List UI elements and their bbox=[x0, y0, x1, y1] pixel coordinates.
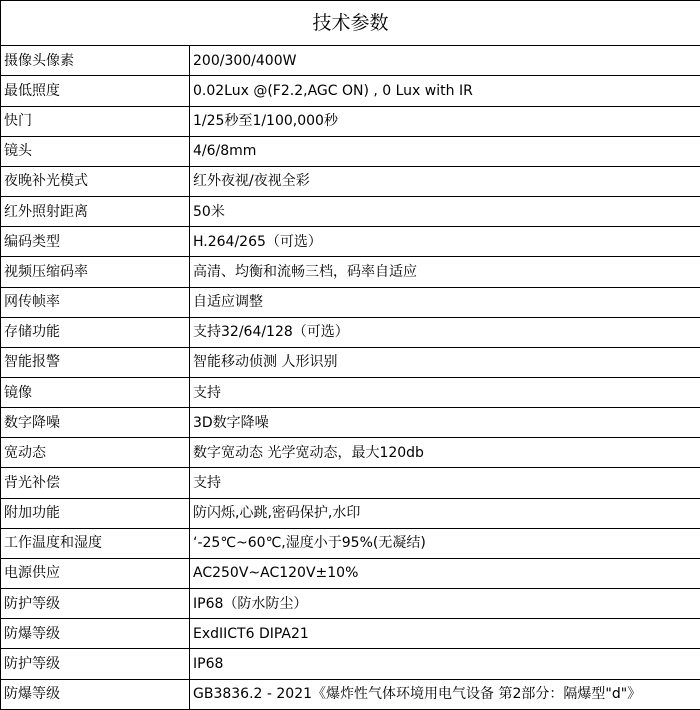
table-row bbox=[1, 227, 700, 257]
table-row bbox=[1, 347, 700, 377]
table-row bbox=[1, 166, 700, 196]
row-label: 背光补偿 bbox=[1, 468, 190, 498]
table-title: 技术参数 bbox=[1, 1, 700, 46]
table-row bbox=[1, 197, 700, 227]
row-value: AC250V~AC120V±10% bbox=[190, 558, 700, 588]
row-label: 红外照射距离 bbox=[1, 197, 190, 227]
row-label: 宽动态 bbox=[1, 438, 190, 468]
row-value: 支持 bbox=[190, 468, 700, 498]
row-label: 电源供应 bbox=[1, 558, 190, 588]
row-label: 网传帧率 bbox=[1, 287, 190, 317]
table-row bbox=[1, 558, 700, 588]
row-label: 防护等级 bbox=[1, 649, 190, 679]
row-value: 防闪烁,心跳,密码保护,水印 bbox=[190, 498, 700, 528]
row-value: 支持32/64/128（可选） bbox=[190, 317, 700, 347]
table-row bbox=[1, 528, 700, 558]
row-value: 红外夜视/夜视全彩 bbox=[190, 166, 700, 196]
row-label: 镜头 bbox=[1, 136, 190, 166]
row-value: ExdIICT6 DIPA21 bbox=[190, 619, 700, 649]
table-row bbox=[1, 438, 700, 468]
table-row bbox=[1, 257, 700, 287]
row-label: 视频压缩码率 bbox=[1, 257, 190, 287]
table-row bbox=[1, 287, 700, 317]
table-row bbox=[1, 589, 700, 619]
row-label: 工作温度和湿度 bbox=[1, 528, 190, 558]
row-value: 智能移动侦测 人形识别 bbox=[190, 347, 700, 377]
row-label: 存储功能 bbox=[1, 317, 190, 347]
row-value: 0.02Lux @(F2.2,AGC ON) , 0 Lux with IR bbox=[190, 76, 700, 106]
table-row bbox=[1, 317, 700, 347]
table-row bbox=[1, 106, 700, 136]
row-label: 最低照度 bbox=[1, 76, 190, 106]
row-label: 夜晚补光模式 bbox=[1, 166, 190, 196]
row-label: 快门 bbox=[1, 106, 190, 136]
row-label: 防爆等级 bbox=[1, 679, 190, 709]
row-value: IP68（防水防尘） bbox=[190, 589, 700, 619]
row-value: 支持 bbox=[190, 377, 700, 407]
row-label: 编码类型 bbox=[1, 227, 190, 257]
table-row bbox=[1, 136, 700, 166]
row-value: GB3836.2 - 2021《爆炸性气体环境用电气设备 第2部分：隔爆型"d"》 bbox=[190, 679, 700, 709]
row-value: 1/25秒至1/100,000秒 bbox=[190, 106, 700, 136]
table-row bbox=[1, 76, 700, 106]
row-label: 附加功能 bbox=[1, 498, 190, 528]
row-label: 防护等级 bbox=[1, 589, 190, 619]
table-row bbox=[1, 468, 700, 498]
table-row bbox=[1, 679, 700, 709]
row-value: 200/300/400W bbox=[190, 46, 700, 76]
row-label: 摄像头像素 bbox=[1, 46, 190, 76]
row-value: IP68 bbox=[190, 649, 700, 679]
row-value: 数字宽动态 光学宽动态，最大120db bbox=[190, 438, 700, 468]
row-value: 高清、均衡和流畅三档，码率自适应 bbox=[190, 257, 700, 287]
row-value: 4/6/8mm bbox=[190, 136, 700, 166]
title-row bbox=[1, 1, 700, 46]
row-value: 3D数字降噪 bbox=[190, 408, 700, 438]
row-value: 50米 bbox=[190, 197, 700, 227]
row-label: 数字降噪 bbox=[1, 408, 190, 438]
row-value: ‘-25℃~60℃,湿度小于95%(无凝结) bbox=[190, 528, 700, 558]
table-row bbox=[1, 619, 700, 649]
table-row bbox=[1, 377, 700, 407]
table-row bbox=[1, 408, 700, 438]
table-row bbox=[1, 46, 700, 76]
table-row bbox=[1, 498, 700, 528]
table-row bbox=[1, 649, 700, 679]
row-value: 自适应调整 bbox=[190, 287, 700, 317]
row-label: 镜像 bbox=[1, 377, 190, 407]
row-value: H.264/265（可选） bbox=[190, 227, 700, 257]
row-label: 智能报警 bbox=[1, 347, 190, 377]
row-label: 防爆等级 bbox=[1, 619, 190, 649]
